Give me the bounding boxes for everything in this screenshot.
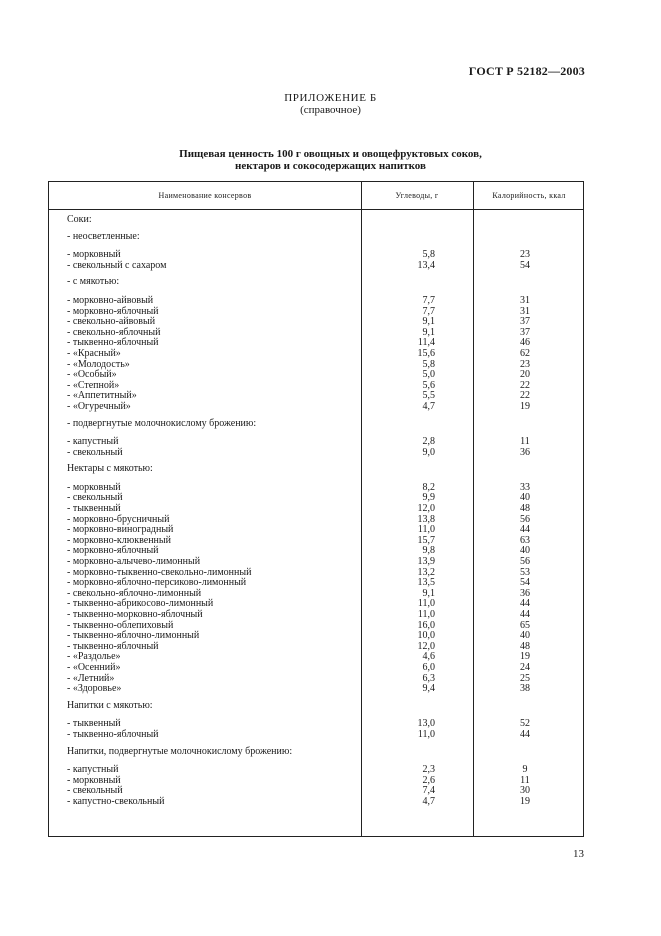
- row-calories: 54: [520, 577, 530, 589]
- row-carbs: 4,6: [422, 651, 435, 663]
- row-calories: 40: [520, 492, 530, 504]
- row-name: - морковно-виноградный: [67, 524, 174, 536]
- row-carbs: 11,0: [417, 728, 435, 740]
- row-calories: 38: [520, 683, 530, 695]
- row-spacer: [49, 429, 583, 437]
- row-name: - морковно-яблочный: [67, 305, 159, 317]
- table-row: [49, 765, 583, 776]
- row-calories: 44: [520, 609, 530, 620]
- row-name: - тыквенный: [67, 718, 121, 730]
- row-carbs: 2,8: [422, 436, 435, 448]
- row-carbs: 12,0: [417, 503, 435, 515]
- row-name: - свекольный: [67, 785, 123, 797]
- row-name: - тыквенно-яблочно-лимонный: [67, 630, 200, 642]
- row-calories: 53: [520, 566, 530, 578]
- row-carbs: 5,0: [422, 369, 435, 381]
- header-divider: [49, 209, 583, 210]
- row-name: - морковно-яблочно-персиково-лимонный: [67, 577, 247, 589]
- table-row: [49, 493, 583, 504]
- row-calories: 30: [520, 785, 530, 797]
- row-calories: 62: [520, 347, 530, 359]
- row-name: - «Здоровье»: [67, 683, 122, 695]
- row-calories: 23: [520, 249, 530, 261]
- row-carbs: 7,4: [422, 785, 435, 797]
- table-row: [49, 610, 583, 621]
- row-calories: 46: [520, 337, 530, 349]
- row-carbs: 5,6: [422, 379, 435, 391]
- table-row: [49, 448, 583, 459]
- row-carbs: 9,8: [422, 545, 435, 557]
- table-row: [49, 402, 583, 413]
- row-name: - морковно-клюквенный: [67, 534, 171, 546]
- column-header-carbs: Углеводы, г: [395, 191, 439, 200]
- table-row: [49, 338, 583, 349]
- row-calories: 65: [520, 619, 530, 631]
- row-carbs: 4,7: [422, 795, 435, 807]
- row-carbs: 13,8: [417, 513, 435, 525]
- row-carbs: 11,0: [417, 524, 435, 536]
- table-row: [49, 684, 583, 695]
- row-name: - свекольный: [67, 446, 123, 458]
- row-carbs: 10,0: [417, 630, 435, 642]
- row-name: - морковно-айвовый: [67, 294, 154, 306]
- row-name: - тыквенно-яблочный: [67, 337, 159, 349]
- row-carbs: 7,7: [422, 305, 435, 317]
- row-calories: 19: [520, 400, 530, 412]
- row-name: - «Молодость»: [67, 358, 130, 370]
- row-spacer: [49, 475, 583, 483]
- row-name: - морковно-брусничный: [67, 513, 170, 525]
- table-section-row: [49, 747, 583, 758]
- row-calories: 31: [520, 294, 530, 306]
- row-calories: 44: [520, 524, 530, 536]
- row-name: - «Особый»: [67, 369, 117, 381]
- row-name: - тыквенный: [67, 503, 121, 515]
- row-carbs: 9,9: [422, 492, 435, 504]
- row-spacer: [49, 711, 583, 719]
- row-name: Напитки, подвергнутые молочнокислому брожению:: [67, 745, 293, 757]
- row-carbs: 13,2: [417, 566, 435, 578]
- row-calories: 22: [520, 379, 530, 391]
- table-row: [49, 674, 583, 685]
- row-name: - неосветленные:: [67, 230, 140, 242]
- row-carbs: 9,1: [422, 587, 435, 599]
- row-carbs: 13,5: [417, 577, 435, 589]
- appendix-subtitle: (справочное): [300, 104, 361, 116]
- row-name: - капустный: [67, 436, 119, 448]
- table-section-row: [49, 215, 583, 226]
- row-carbs: 6,0: [422, 661, 435, 673]
- row-name: - морковно-яблочный: [67, 545, 159, 557]
- row-name: - морковный: [67, 481, 121, 493]
- row-calories: 44: [520, 728, 530, 740]
- row-carbs: 9,0: [422, 446, 435, 458]
- row-calories: 19: [520, 795, 530, 807]
- table-title-line1: Пищевая ценность 100 г овощных и овощефруктовых соков,: [179, 148, 482, 160]
- row-carbs: 12,0: [417, 640, 435, 652]
- table-section-row: [49, 419, 583, 430]
- row-carbs: 13,4: [417, 259, 435, 271]
- table-row: [49, 642, 583, 653]
- row-carbs: 11,4: [417, 337, 435, 349]
- table-row: [49, 663, 583, 674]
- row-name: - «Аппетитный»: [67, 390, 137, 402]
- row-name: - свекольный: [67, 492, 123, 504]
- row-spacer: [49, 242, 583, 250]
- row-calories: 23: [520, 358, 530, 370]
- row-carbs: 2,3: [422, 764, 435, 776]
- row-calories: 20: [520, 369, 530, 381]
- row-calories: 31: [520, 305, 530, 317]
- row-name: - с мякотью:: [67, 276, 120, 288]
- row-calories: 54: [520, 259, 530, 271]
- row-name: - «Раздолье»: [67, 651, 121, 663]
- table-section-row: [49, 232, 583, 243]
- row-carbs: 5,8: [422, 358, 435, 370]
- table-section-row: [49, 464, 583, 475]
- table-row: [49, 797, 583, 808]
- row-name: - морковно-тыквенно-свекольно-лимонный: [67, 566, 252, 578]
- table-section-row: [49, 701, 583, 712]
- row-name: - «Красный»: [67, 347, 121, 359]
- row-calories: 40: [520, 630, 530, 642]
- row-calories: 48: [520, 640, 530, 652]
- row-carbs: 11,0: [417, 598, 435, 610]
- row-carbs: 15,7: [417, 534, 435, 546]
- row-carbs: 4,7: [422, 400, 435, 412]
- row-name: - морковно-алычево-лимонный: [67, 556, 201, 568]
- row-name: - «Степной»: [67, 379, 120, 391]
- row-calories: 36: [520, 587, 530, 599]
- table-row: [49, 437, 583, 448]
- column-header-calories: Калорийность, ккал: [492, 191, 566, 200]
- row-name: - тыквенно-абрикосово-лимонный: [67, 598, 214, 610]
- table-body: [49, 215, 583, 808]
- table-row: [49, 360, 583, 371]
- row-carbs: 9,1: [422, 326, 435, 338]
- row-calories: 11: [520, 436, 530, 448]
- row-carbs: 11,0: [417, 609, 435, 620]
- table-row: [49, 349, 583, 360]
- table-row: [49, 370, 583, 381]
- row-calories: 11: [520, 774, 530, 786]
- row-calories: 37: [520, 326, 530, 338]
- table-row: [49, 652, 583, 663]
- row-spacer: [49, 757, 583, 765]
- row-calories: 36: [520, 446, 530, 458]
- row-calories: 48: [520, 503, 530, 515]
- row-carbs: 2,6: [422, 774, 435, 786]
- row-name: - «Летний»: [67, 672, 115, 684]
- row-name: - свекольно-яблочно-лимонный: [67, 587, 202, 599]
- row-calories: 33: [520, 481, 530, 493]
- table-section-row: [49, 277, 583, 288]
- row-name: - морковный: [67, 249, 121, 261]
- row-carbs: 15,6: [417, 347, 435, 359]
- row-name: - тыквенно-яблочный: [67, 728, 159, 740]
- row-calories: 44: [520, 598, 530, 610]
- row-name: - свекольно-айвовый: [67, 316, 156, 328]
- row-calories: 22: [520, 390, 530, 402]
- row-name: - свекольно-яблочный: [67, 326, 161, 338]
- table-row: [49, 296, 583, 307]
- row-name: - капустный: [67, 764, 119, 776]
- row-carbs: 13,9: [417, 556, 435, 568]
- nutrition-table: [48, 181, 584, 837]
- row-calories: 24: [520, 661, 530, 673]
- row-carbs: 13,0: [417, 718, 435, 730]
- row-name: - морковный: [67, 774, 121, 786]
- table-title-line2: нектаров и сокосодержащих напитков: [235, 160, 426, 172]
- row-carbs: 16,0: [417, 619, 435, 631]
- table-row: [49, 483, 583, 494]
- row-calories: 56: [520, 513, 530, 525]
- row-calories: 19: [520, 651, 530, 663]
- row-name: Нектары с мякотью:: [67, 463, 153, 475]
- column-header-name: Наименование консервов: [158, 191, 252, 200]
- row-name: - тыквенно-яблочный: [67, 640, 159, 652]
- row-carbs: 5,8: [422, 249, 435, 261]
- row-name: Соки:: [67, 214, 92, 225]
- row-calories: 40: [520, 545, 530, 557]
- row-calories: 63: [520, 534, 530, 546]
- page-number: 13: [573, 848, 584, 860]
- table-row: [49, 776, 583, 787]
- row-calories: 37: [520, 316, 530, 328]
- appendix-heading: [0, 92, 661, 116]
- row-name: - капустно-свекольный: [67, 795, 165, 807]
- row-carbs: 9,4: [422, 683, 435, 695]
- table-title: [0, 148, 661, 172]
- row-name: - «Огуречный»: [67, 400, 131, 412]
- row-carbs: 5,5: [422, 390, 435, 402]
- row-calories: 56: [520, 556, 530, 568]
- appendix-title: ПРИЛОЖЕНИЕ Б: [284, 92, 377, 104]
- row-carbs: 9,1: [422, 316, 435, 328]
- row-calories: 25: [520, 672, 530, 684]
- row-name: - тыквенно-облепиховый: [67, 619, 174, 631]
- row-name: - «Осенний»: [67, 661, 121, 673]
- row-carbs: 6,3: [422, 672, 435, 684]
- table-row: [49, 730, 583, 741]
- row-carbs: 7,7: [422, 294, 435, 306]
- document-code: ГОСТ Р 52182—2003: [468, 64, 585, 78]
- row-calories: 52: [520, 718, 530, 730]
- row-name: Напитки с мякотью:: [67, 699, 153, 711]
- row-calories: 9: [522, 764, 528, 776]
- row-name: - подвергнутые молочнокислому брожению:: [67, 417, 257, 429]
- row-carbs: 8,2: [422, 481, 435, 493]
- row-name: - тыквенно-морковно-яблочный: [67, 609, 203, 620]
- row-name: - свекольный с сахаром: [67, 259, 167, 271]
- table-row: [49, 261, 583, 272]
